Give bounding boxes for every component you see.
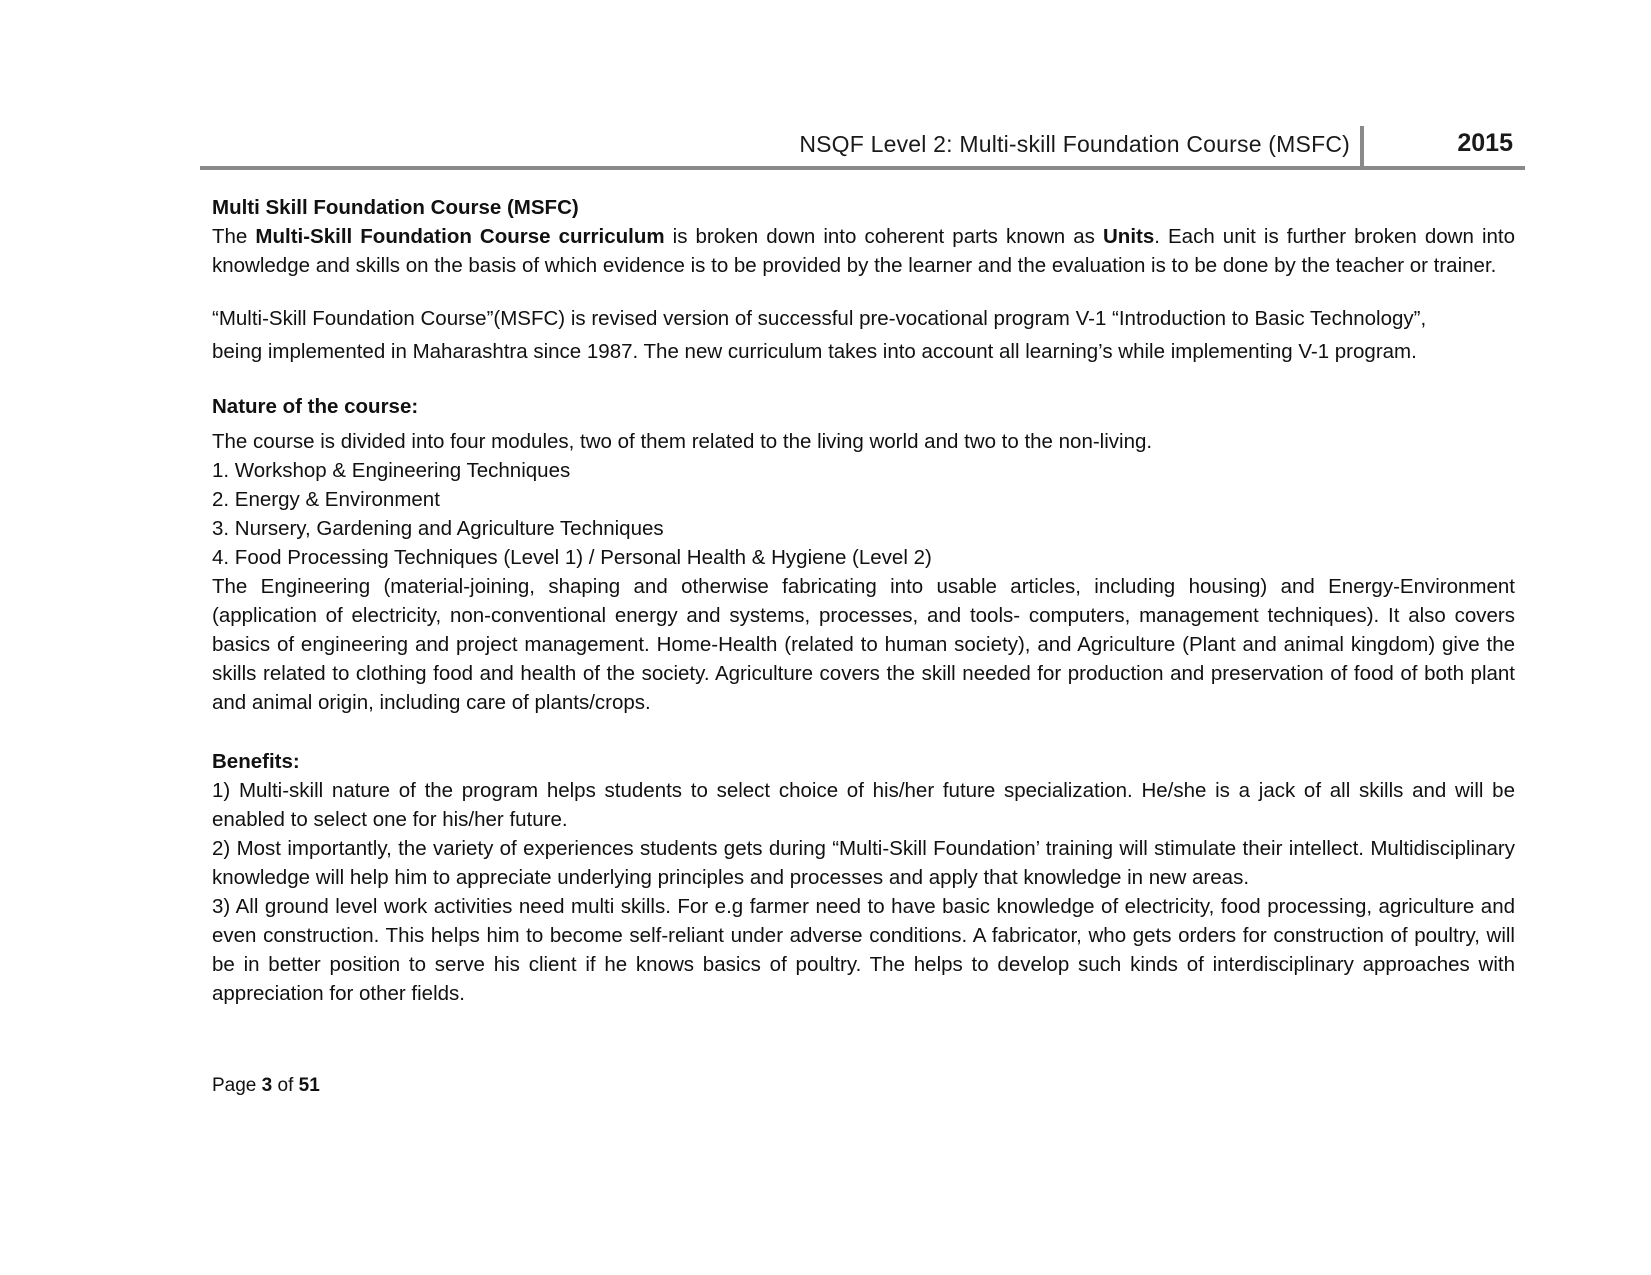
footer-total-pages: 51: [298, 1075, 320, 1096]
module-item: 3. Nursery, Gardening and Agriculture Techniques: [212, 517, 664, 540]
spacer: [212, 368, 1515, 392]
nature-description: The Engineering (material-joining, shaping and otherwise fabricating into usable articles, including housing) and Energy-Environment (application of electricity, non-conventional energy and systems, processes, and tools- computers, management techniques). It also covers basics of engineering and project management. Home-Health (related to human society), and Agriculture (Plant and animal kingdom) give the skills related to clothing food and health of the society. Agriculture covers the skill needed for production and preservation of food of both plant and animal origin, including care of plants/crops.: [212, 575, 1515, 714]
benefit-item: 2) Most importantly, the variety of experiences students gets during “Multi-Skill Foundation’ training will stimulate their intellect. Multidisciplinary knowledge will help him to appreciate underlying principles and processes and apply that knowledge in new areas.: [212, 837, 1515, 889]
intro-text-mid: is broken down into coherent parts known as: [664, 225, 1103, 248]
page-footer: [212, 1075, 320, 1097]
intro-paragraph: [212, 222, 1515, 280]
intro-text-pre: The: [212, 225, 256, 248]
benefit-item: 1) Multi-skill nature of the program helps students to select choice of his/her future specialization. He/she is a jack of all skills and will be enabled to select one for his/her future.: [212, 779, 1515, 831]
header-rule: [200, 166, 1525, 170]
revision-line-2: being implemented in Maharashtra since 1987. The new curriculum takes into account all learning’s while implementing V-1 program.: [212, 340, 1417, 363]
footer-page-label: Page: [212, 1075, 262, 1096]
header-divider: [1360, 126, 1364, 166]
section-heading-nature: Nature of the course:: [212, 395, 419, 418]
section-heading-msfc: Multi Skill Foundation Course (MSFC): [212, 196, 579, 219]
intro-bold-units: Units: [1103, 225, 1155, 248]
module-item: 2. Energy & Environment: [212, 488, 440, 511]
intro-text-post: . Each unit is further broken down into knowledge and skills on the basis of which evidence is to be provided by the learner and the evaluation is to be done by the teacher or trainer.: [212, 225, 1515, 277]
benefit-item: 3) All ground level work activities need multi skills. For e.g farmer need to have basic knowledge of electricity, food processing, agriculture and even construction. This helps him to become self-reliant under adverse conditions. A fabricator, who gets orders for construction of poultry, will be in better position to serve his client if he knows basics of poultry. The helps to develop such kinds of interdisciplinary approaches with appreciation for other fields.: [212, 895, 1515, 1005]
section-heading-benefits: Benefits:: [212, 750, 300, 773]
header-year: 2015: [1457, 129, 1513, 157]
intro-bold-curriculum: Multi-Skill Foundation Course curriculum: [255, 225, 665, 248]
footer-of-label: of: [272, 1075, 299, 1096]
spacer: [212, 717, 1515, 747]
module-item: 1. Workshop & Engineering Techniques: [212, 459, 571, 482]
spacer: [212, 280, 1515, 302]
module-item: 4. Food Processing Techniques (Level 1) / Personal Health & Hygiene (Level 2): [212, 546, 932, 569]
nature-intro: The course is divided into four modules, two of them related to the living world and two to the non-living.: [212, 430, 1153, 453]
revision-line-1: “Multi-Skill Foundation Course”(MSFC) is revised version of successful pre-vocational program V-1 “Introduction to Basic Technology”,: [212, 307, 1427, 330]
header-title: NSQF Level 2: Multi-skill Foundation Course (MSFC): [799, 131, 1350, 157]
page-header: [200, 118, 1525, 170]
footer-page-number: 3: [261, 1075, 273, 1096]
page-content: [212, 193, 1515, 1008]
